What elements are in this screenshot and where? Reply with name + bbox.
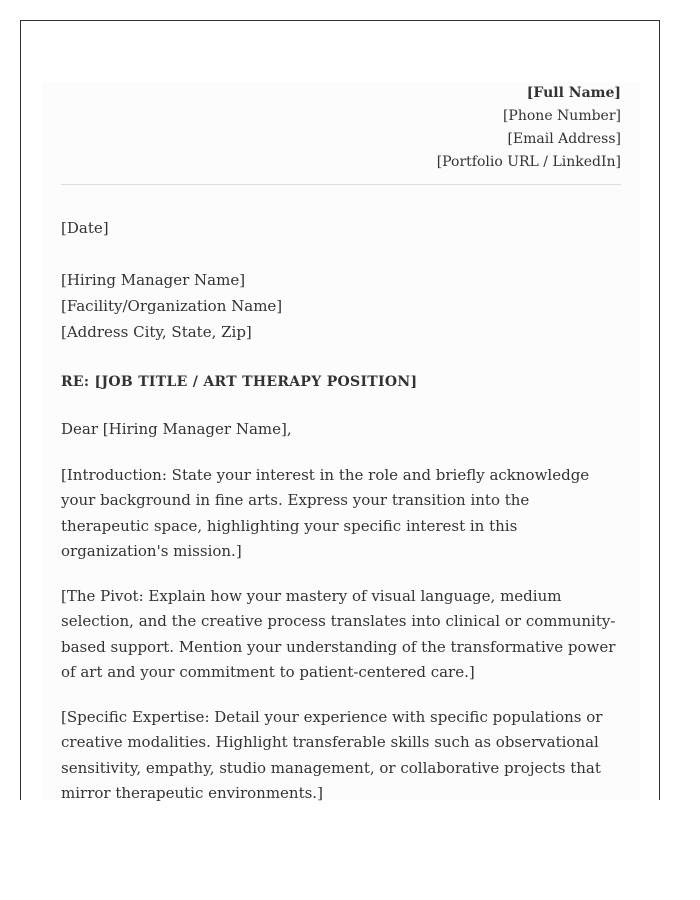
paragraph-pivot: [The Pivot: Explain how your mastery of visual language, medium selection, and the creative process translates into clinical or community-based support. Mention your understanding of the transformative power of art and your commitment to patient-centered care.] (61, 586, 616, 681)
contact-header (61, 82, 621, 174)
recipient-organization: [Facility/Organization Name] (61, 296, 283, 315)
subject-line: RE: [JOB TITLE / ART THERAPY POSITION] (61, 373, 418, 390)
full-name: [Full Name] (526, 85, 621, 101)
recipient-name: [Hiring Manager Name] (61, 270, 246, 289)
salutation: Dear [Hiring Manager Name], (61, 420, 292, 438)
header-divider (61, 184, 621, 185)
recipient-block (61, 267, 621, 345)
letter-date: [Date] (61, 219, 109, 237)
cover-letter (61, 82, 621, 807)
recipient-address: [Address City, State, Zip] (61, 322, 252, 341)
email-address: [Email Address] (507, 131, 621, 147)
portfolio-url: [Portfolio URL / LinkedIn] (436, 154, 621, 170)
paragraph-introduction: [Introduction: State your interest in the role and briefly acknowledge your background in fine arts. Express your transition into the therapeutic space, highlighting your specific interest in this organization's mission.] (61, 465, 590, 560)
paragraph-expertise: [Specific Expertise: Detail your experience with specific populations or creative modalities. Highlight transferable skills such as observational sensitivity, empathy, studio management, or collaborative projects that mirror therapeutic environments.] (61, 707, 603, 802)
phone-number: [Phone Number] (502, 108, 621, 124)
